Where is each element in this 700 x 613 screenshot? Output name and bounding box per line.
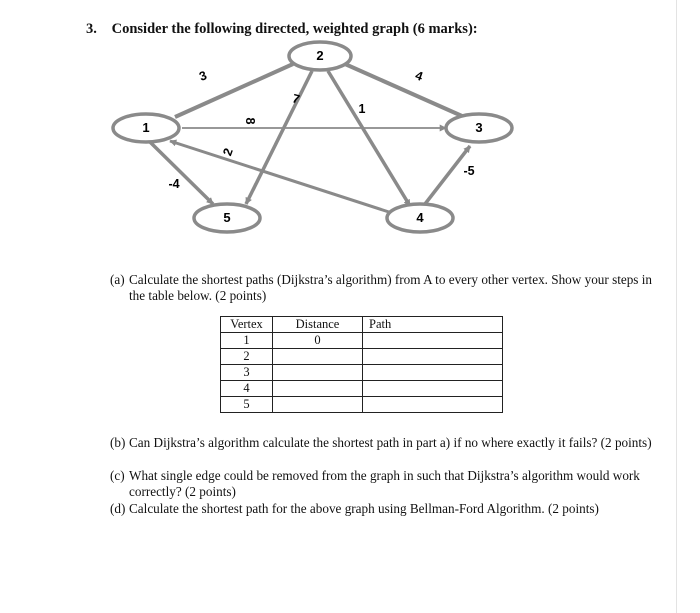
cell-path[interactable] — [363, 333, 503, 349]
node-4 — [387, 204, 453, 232]
cell-distance[interactable] — [273, 365, 363, 381]
part-c-text: What single edge could be removed from the graph in such that Dijkstra’s algorithm would work correctly? (2 points) — [129, 468, 640, 499]
cell-vertex: 4 — [221, 381, 273, 397]
node-2 — [289, 42, 351, 70]
weight-label-1-3: 8 — [243, 117, 257, 125]
part-d-text: Calculate the shortest path for the above graph using Bellman-Ford Algorithm. (2 points) — [129, 501, 599, 516]
table-row — [221, 365, 503, 381]
question-number: 3. — [86, 21, 97, 37]
table-row — [221, 381, 503, 397]
edge-4-to-1 — [170, 141, 392, 213]
node-5-label: 5 — [223, 210, 231, 225]
weight-label-1-5: -4 — [168, 177, 180, 191]
node-1 — [113, 114, 179, 142]
cell-vertex: 2 — [221, 349, 273, 365]
part-b-text: Can Dijkstra’s algorithm calculate the shortest path in part a) if no where exactly it fails? (2 points) — [129, 435, 652, 450]
weight-label-2-3: 4 — [413, 68, 425, 84]
node-1-label: 1 — [142, 120, 150, 135]
cell-distance[interactable] — [273, 349, 363, 365]
node-2-label: 2 — [316, 48, 324, 63]
edge-2-to-4 — [328, 71, 410, 206]
question-title: Consider the following directed, weighted graph (6 marks): — [111, 21, 478, 37]
cell-vertex: 3 — [221, 365, 273, 381]
header-path: Path — [363, 317, 503, 333]
part-a-text: Calculate the shortest paths (Dijkstra’s algorithm) from A to every other vertex. Show your steps in the table below. (2 points) — [129, 272, 652, 303]
part-b-tag: (b) — [110, 435, 126, 450]
part-d-tag: (d) — [110, 501, 126, 516]
weight-label-2-4: 1 — [358, 102, 366, 116]
weight-label-4-1: 2 — [220, 146, 236, 158]
part-b — [110, 435, 655, 451]
dijkstra-steps-table — [220, 316, 503, 413]
cell-path[interactable] — [363, 381, 503, 397]
weighted-graph-diagram — [0, 0, 700, 250]
table-row — [221, 397, 503, 413]
table-header-row — [221, 317, 503, 333]
table-row — [221, 349, 503, 365]
weight-label-1-2: 3 — [197, 68, 209, 84]
weight-label-2-5: 7 — [290, 91, 302, 107]
part-d — [110, 501, 655, 517]
header-vertex: Vertex — [221, 317, 273, 333]
node-3 — [446, 114, 512, 142]
node-3-label: 3 — [475, 120, 483, 135]
cell-vertex: 5 — [221, 397, 273, 413]
weight-label-4-3: -5 — [463, 164, 475, 178]
node-4-label: 4 — [416, 210, 424, 225]
edge-1-to-2 — [175, 64, 293, 117]
cell-path[interactable] — [363, 365, 503, 381]
part-c-tag: (c) — [110, 468, 125, 483]
header-distance: Distance — [273, 317, 363, 333]
part-a-tag: (a) — [110, 272, 125, 287]
table-row — [221, 333, 503, 349]
cell-distance[interactable] — [273, 397, 363, 413]
cell-vertex: 1 — [221, 333, 273, 349]
cell-distance[interactable] — [273, 381, 363, 397]
cell-path[interactable] — [363, 349, 503, 365]
cell-path[interactable] — [363, 397, 503, 413]
part-c — [110, 468, 655, 500]
cell-distance[interactable]: 0 — [273, 333, 363, 349]
part-a — [110, 272, 655, 304]
node-5 — [194, 204, 260, 232]
